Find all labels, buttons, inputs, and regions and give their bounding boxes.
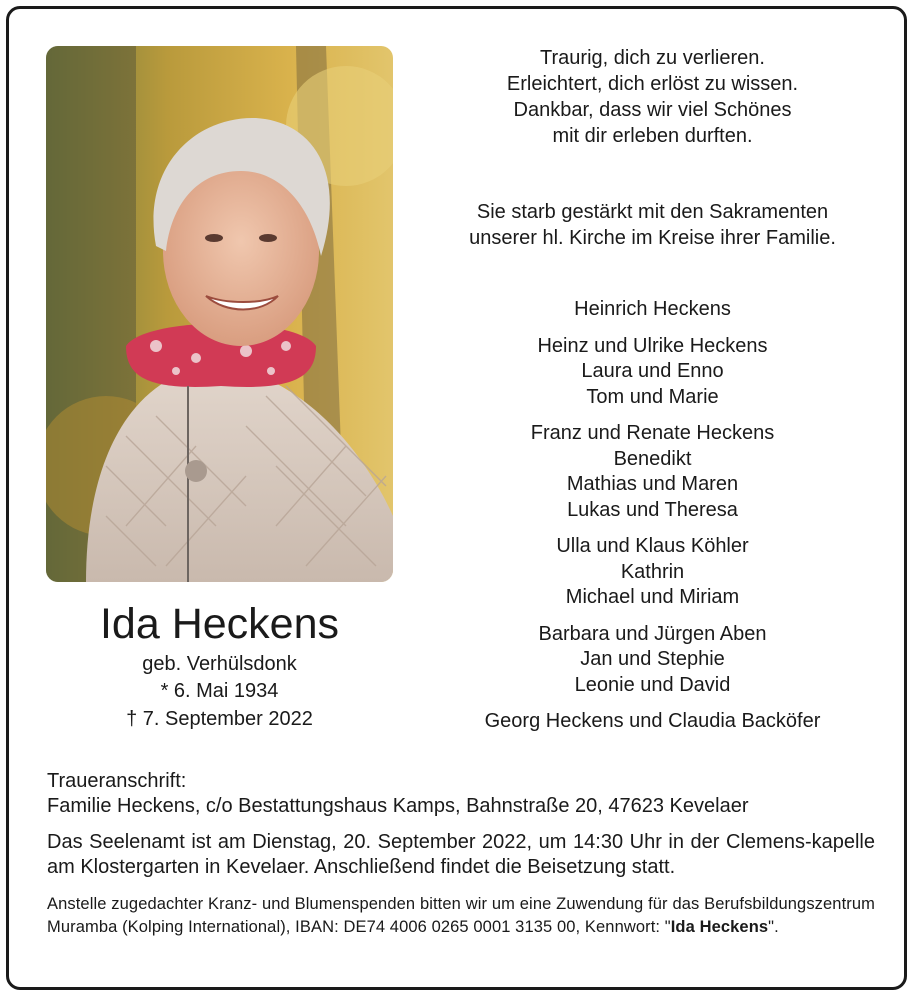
- keyword-suffix: ".: [768, 918, 779, 936]
- donation-info: [47, 893, 875, 939]
- death-date: † 7. September 2022: [126, 708, 313, 730]
- mourner: Jan und Stephie: [580, 648, 725, 670]
- mourner: Kathrin: [620, 560, 685, 583]
- verse: [420, 45, 885, 149]
- donation-text: Anstelle zugedachter Kranz- und Blumenspenden bitten wir um eine Zuwendung für das Berufsbildungszentrum Muramba (Kolping International), IBAN: DE74 4006 0265 0001 3135 00,: [47, 895, 875, 936]
- birth-name: geb. Verhülsdonk: [142, 653, 297, 675]
- mourner: Leonie und David: [574, 673, 731, 696]
- mourner: Heinz und Ulrike Heckens: [537, 334, 768, 357]
- verse-line: Traurig, dich zu verlieren.: [540, 47, 765, 69]
- sacrament-note: [420, 199, 885, 251]
- mourner: Lukas und Theresa: [567, 498, 738, 521]
- mourner: Heinrich Heckens: [574, 298, 731, 320]
- address-text: Familie Heckens, c/o Bestattungshaus Kamps, Bahnstraße 20, 47623 Kevelaer: [47, 795, 749, 817]
- mourner: Franz und Renate Heckens: [530, 422, 775, 444]
- deceased-name: Ida Heckens: [99, 600, 340, 648]
- mourner: Barbara und Jürgen Aben: [538, 622, 767, 645]
- verse-line: Erleichtert, dich erlöst zu wissen.: [506, 73, 799, 95]
- address-block: [47, 769, 875, 819]
- keyword: Ida Heckens: [670, 918, 769, 936]
- verse-line: Dankbar, dass wir viel Schönes: [513, 99, 792, 121]
- sacrament-line: Sie starb gestärkt mit den Sakramenten: [476, 201, 829, 223]
- sacrament-line: unserer hl. Kirche im Kreise ihrer Familie.: [469, 227, 836, 249]
- portrait-photo: [46, 46, 393, 582]
- mourner: Ulla und Klaus Köhler: [556, 535, 749, 557]
- birth-date: * 6. Mai 1934: [160, 680, 279, 702]
- mourner: Benedikt: [613, 447, 692, 470]
- mourner: Tom und Marie: [586, 385, 719, 408]
- mourner: Laura und Enno: [581, 360, 724, 382]
- mourner: Georg Heckens und Claudia Backöfer: [484, 710, 821, 732]
- verse-line: mit dir erleben durften.: [552, 125, 753, 147]
- mourners-list: [420, 297, 885, 735]
- keyword-prefix: Kennwort: ": [584, 918, 671, 936]
- mourner: Michael und Miriam: [565, 586, 740, 608]
- mourner: Mathias und Maren: [566, 473, 739, 495]
- address-label: Traueranschrift:: [47, 770, 187, 792]
- service-info: Das Seelenamt ist am Dienstag, 20. September 2022, um 14:30 Uhr in der Clemens-kapelle am Klostergarten in Kevelaer. Anschließend findet die Beisetzung statt.: [47, 831, 875, 878]
